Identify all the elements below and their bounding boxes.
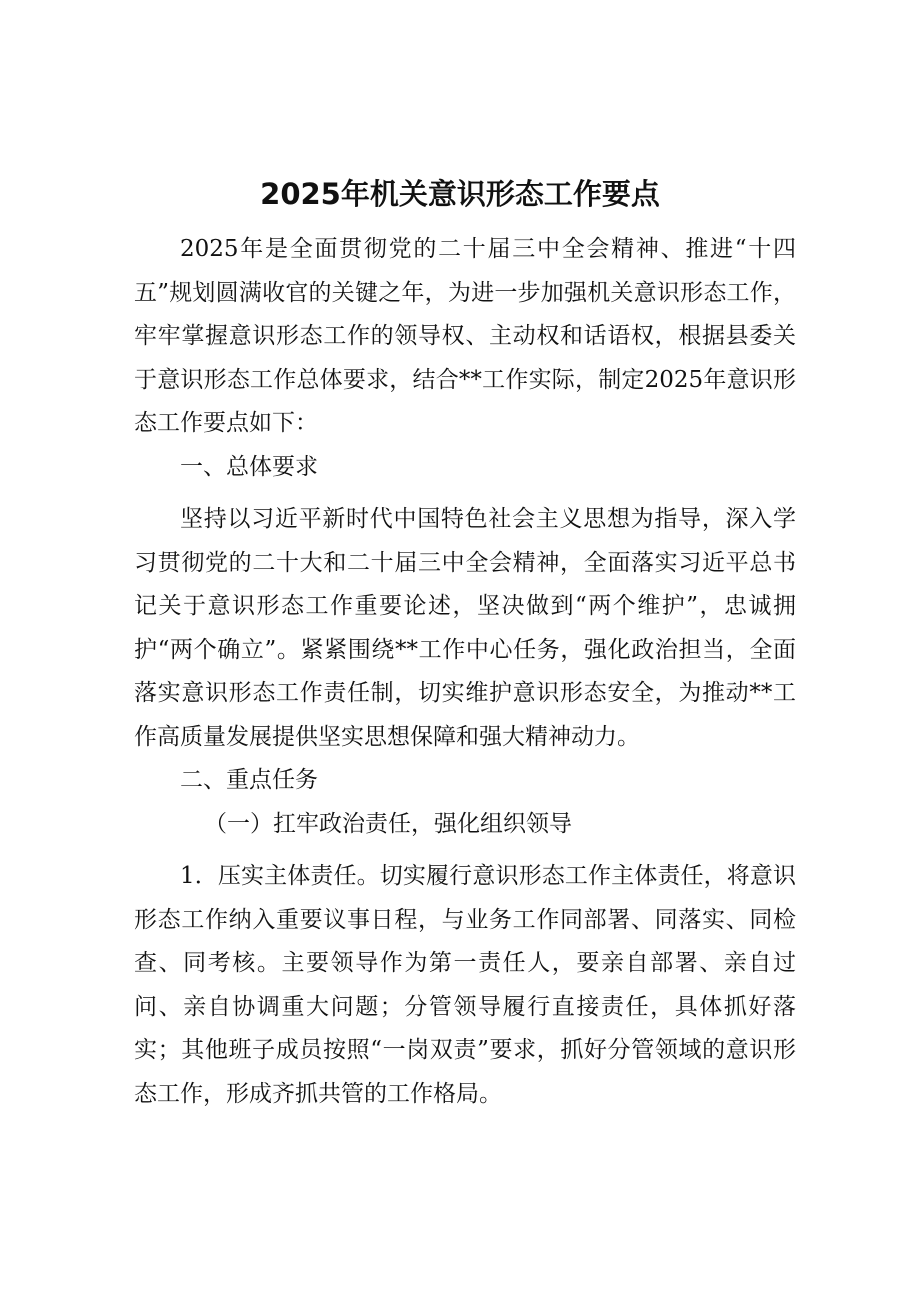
section-heading-key-tasks: 二、重点任务	[180, 767, 318, 793]
item-paragraph-main-responsibility: 1．压实主体责任。切实履行意识形态工作主体责任，将意识形态工作纳入重要议事日程，与业务工作同部署、同落实、同检查、同考核。主要领导作为第一责任人，要亲自部署、亲自过问、亲自协调重大问题；分管领导履行直接责任，具体抓好落实；其他班子成员按照“一岗双责”要求，抓好分管领域的意识形态工作，形成齐抓共管的工作格局。	[134, 863, 796, 1107]
section-heading-general-requirements: 一、总体要求	[180, 454, 318, 480]
document-title: 2025年机关意识形态工作要点	[260, 177, 660, 211]
general-requirements-paragraph: 坚持以习近平新时代中国特色社会主义思想为指导，深入学习贯彻党的二十大和二十届三中全会精神，全面落实习近平总书记关于意识形态工作重要论述，坚决做到“两个维护”，忠诚拥护“两个确立”。紧紧围绕**工作中心任务，强化政治担当，全面落实意识形态工作责任制，切实维护意识形态安全，为推动**工作高质量发展提供坚实思想保障和强大精神动力。	[134, 506, 796, 750]
subsection-heading-political-responsibility: （一）扛牢政治责任，强化组织领导	[204, 811, 572, 837]
intro-paragraph: 2025年是全面贯彻党的二十届三中全会精神、推进“十四五”规划圆满收官的关键之年，为进一步加强机关意识形态工作，牢牢掌握意识形态工作的领导权、主动权和话语权，根据县委关于意识形态工作总体要求，结合**工作实际，制定2025年意识形态工作要点如下：	[134, 236, 796, 437]
